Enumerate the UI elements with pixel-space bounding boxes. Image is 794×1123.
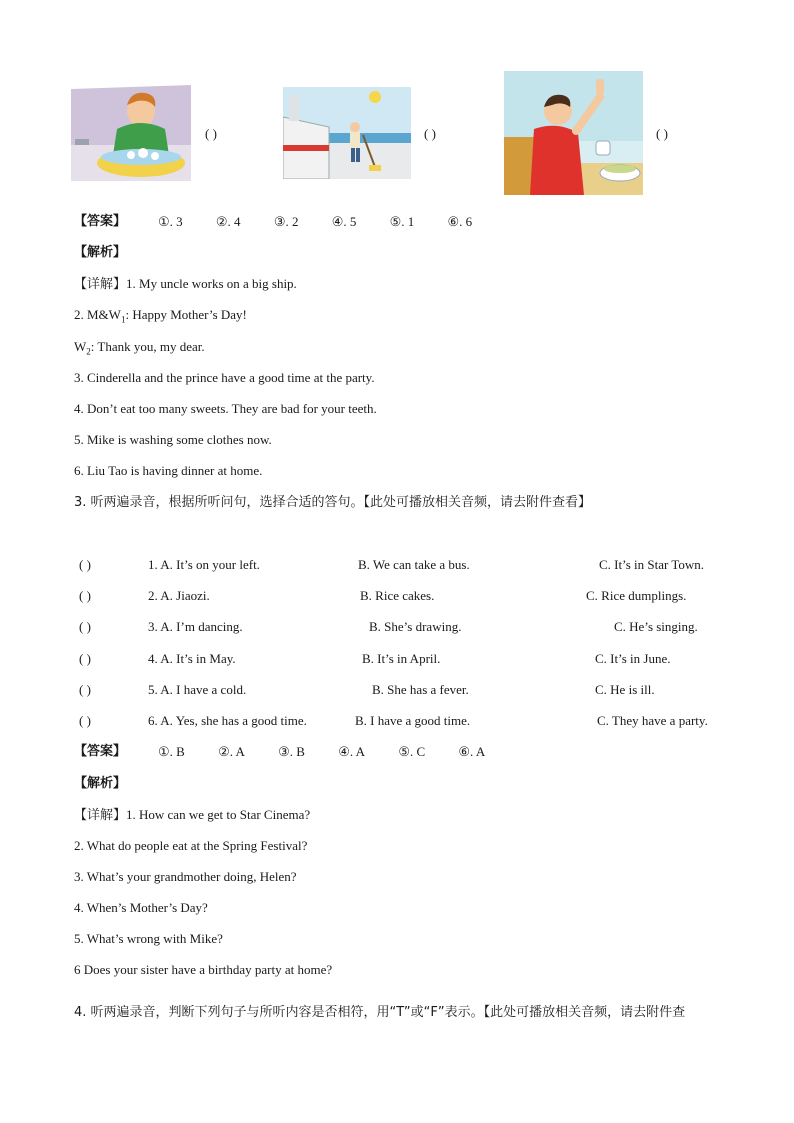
boy-having-dinner-picture: [504, 71, 643, 195]
question-bracket: ( ): [79, 557, 91, 572]
option-a: 5. A. I have a cold.: [148, 682, 247, 697]
answer-item: ⑤. C: [398, 744, 426, 759]
answer-item: ④. 5: [331, 214, 357, 229]
option-b: B. She’s drawing.: [369, 619, 462, 634]
detail-label: 【详解】: [74, 808, 127, 823]
answer-item: ①. B: [158, 744, 185, 759]
answer-label: 【答案】: [74, 214, 127, 229]
option-a: 6. A. Yes, she has a good time.: [148, 713, 307, 728]
detail-line: 4. When’s Mother’s Day?: [74, 900, 208, 915]
answer-item: ②. A: [218, 744, 245, 759]
option-c: C. It’s in Star Town.: [599, 557, 705, 572]
detail-line: 6. Liu Tao is having dinner at home.: [74, 463, 263, 478]
detail-line: 2. What do people eat at the Spring Festival?: [74, 838, 308, 853]
option-a: 1. A. It’s on your left.: [148, 557, 260, 572]
boy-washing-clothes-picture: [71, 85, 191, 181]
detail-line: $W_2$: Thank you, my dear.: [74, 339, 205, 357]
picture-2-answer-bracket: ( ): [424, 126, 436, 141]
picture-3-answer-bracket: ( ): [656, 126, 668, 141]
section-3-heading: 3. 听两遍录音，根据所听问句，选择合适的答句。【此处可播放相关音频，请去附件查看】: [74, 495, 592, 510]
option-a: 3. A. I’m dancing.: [148, 619, 243, 634]
question-bracket: ( ): [79, 619, 91, 634]
answer-item: ⑥. 6: [447, 214, 473, 229]
option-a: 2. A. Jiaozi.: [148, 588, 210, 603]
detail-line: 【详解】1. How can we get to Star Cinema?: [74, 807, 311, 823]
detail-line: 【详解】1. My uncle works on a big ship.: [74, 276, 297, 292]
detail-line: 5. Mike is washing some clothes now.: [74, 432, 272, 447]
option-c: C. He is ill.: [595, 682, 655, 697]
detail-line: 4. Don’t eat too many sweets. They are bad for your teeth.: [74, 401, 377, 416]
answer-label: 【答案】: [74, 744, 127, 759]
option-c: C. Rice dumplings.: [586, 588, 687, 603]
detail-line: 3. Cinderella and the prince have a good time at the party.: [74, 370, 375, 385]
option-c: C. They have a party.: [597, 713, 708, 728]
man-on-ship-picture: [283, 87, 411, 179]
answer-item: ⑥. A: [458, 744, 486, 759]
option-b: B. I have a good time.: [355, 713, 471, 728]
analysis-label: 【解析】: [74, 245, 127, 260]
option-a: 4. A. It’s in May.: [148, 651, 236, 666]
option-b: B. Rice cakes.: [360, 588, 435, 603]
option-c: C. He’s singing.: [614, 619, 698, 634]
option-c: C. It’s in June.: [595, 651, 671, 666]
option-b: B. It’s in April.: [362, 651, 441, 666]
question-bracket: ( ): [79, 682, 91, 697]
question-bracket: ( ): [79, 651, 91, 666]
answer-list: [158, 744, 515, 760]
answer-item: ①. 3: [158, 214, 183, 229]
option-b: B. We can take a bus.: [358, 557, 470, 572]
question-bracket: ( ): [79, 713, 91, 728]
picture-1-answer-bracket: ( ): [205, 126, 217, 141]
section-4-heading: 4. 听两遍录音，判断下列句子与所听内容是否相符，用“T”或“F”表示。【此处可播放相关音频，请去附件查: [74, 1005, 686, 1020]
question-bracket: ( ): [79, 588, 91, 603]
answer-item: ③. B: [278, 744, 305, 759]
answer-item: ⑤. 1: [389, 214, 415, 229]
option-b: B. She has a fever.: [372, 682, 469, 697]
answer-list: [158, 214, 502, 230]
detail-line: 5. What’s wrong with Mike?: [74, 931, 223, 946]
analysis-label: 【解析】: [74, 776, 127, 791]
answer-item: ③. 2: [273, 214, 299, 229]
detail-line: 6 Does your sister have a birthday party at home?: [74, 962, 333, 977]
answer-item: ②. 4: [215, 214, 241, 229]
detail-line: 3. What’s your grandmother doing, Helen?: [74, 869, 297, 884]
detail-label: 【详解】: [74, 277, 127, 292]
detail-line: 2. $M\&W_1$: Happy Mother’s Day!: [74, 307, 247, 325]
answer-item: ④. A: [338, 744, 366, 759]
